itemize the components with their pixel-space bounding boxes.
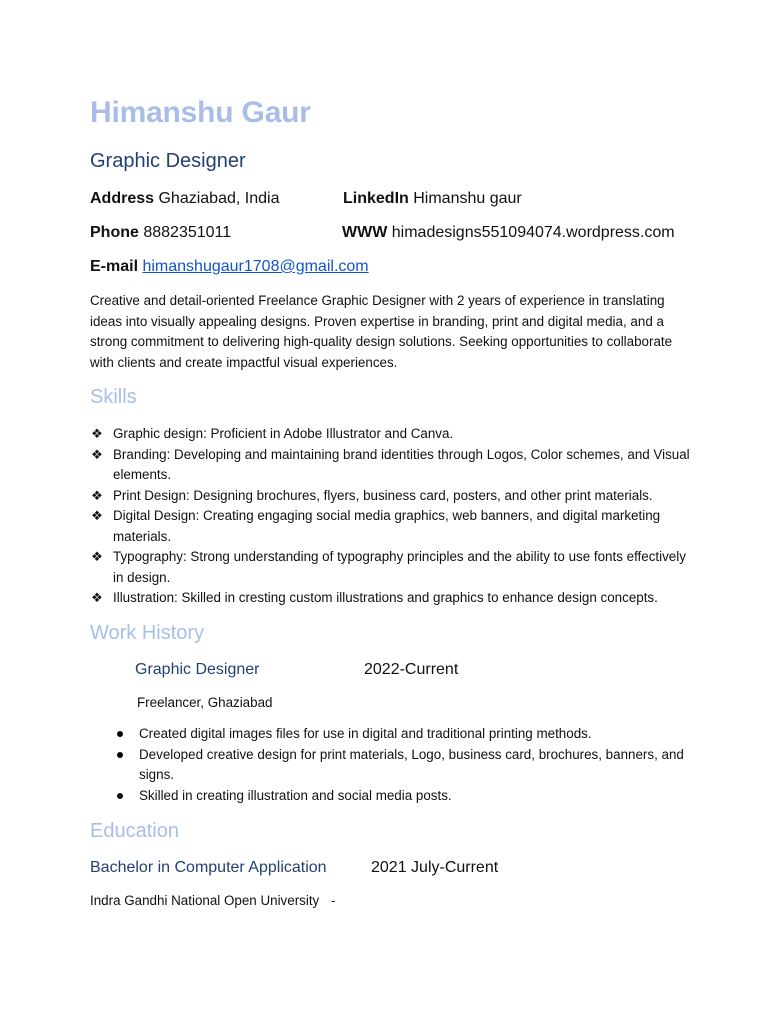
www-label: WWW (342, 224, 388, 241)
phone-value: 8882351011 (143, 224, 232, 241)
skill-text: Typography: Strong understanding of typography principles and the ability to use fonts effectively in design. (113, 549, 686, 585)
diamond-bullet-icon: ❖ (91, 549, 103, 564)
duty-item (115, 745, 695, 786)
email-link[interactable]: himanshugaur1708@gmail.com (142, 258, 369, 275)
skill-item (90, 547, 690, 588)
skill-item (90, 445, 690, 486)
diamond-bullet-icon: ❖ (91, 487, 103, 503)
school-name: Indra Gandhi National Open University (90, 893, 320, 908)
linkedin-label: LinkedIn (343, 190, 409, 207)
diamond-bullet-icon: ❖ (91, 508, 103, 523)
round-bullet-icon (117, 793, 123, 799)
email-line (90, 258, 369, 276)
skill-item (90, 506, 690, 547)
resume-name: Himanshu Gaur (90, 96, 311, 129)
skill-text: Print Design: Designing brochures, flyers, business card, posters, and other print materials. (113, 487, 653, 503)
work-duties-list (115, 724, 695, 806)
diamond-bullet-icon: ❖ (91, 446, 103, 462)
round-bullet-icon (117, 731, 123, 737)
skill-text: Branding: Developing and maintaining brand identities through Logos, Color schemes, and Visual elements. (113, 446, 690, 482)
skill-text: Graphic design: Proficient in Adobe Illustrator and Canva. (113, 426, 454, 441)
phone-line (90, 224, 231, 242)
linkedin-value: Himanshu gaur (413, 190, 522, 207)
school-line (90, 893, 335, 908)
resume-title: Graphic Designer (90, 150, 246, 172)
skill-item (90, 486, 690, 507)
www-value: himadesigns551094074.wordpress.com (391, 224, 675, 241)
www-line (342, 224, 675, 242)
school-separator: - (330, 893, 336, 908)
address-value: Ghaziabad, India (158, 190, 280, 207)
skills-list (90, 424, 690, 609)
duty-text: Skilled in creating illustration and social media posts. (139, 787, 452, 803)
email-label: E-mail (90, 258, 139, 275)
job-title: Graphic Designer (135, 661, 260, 678)
job-dates: 2022-Current (364, 661, 459, 678)
skill-item (90, 588, 690, 609)
duty-text: Created digital images files for use in digital and traditional printing methods. (139, 726, 592, 741)
skill-text: Illustration: Skilled in cresting custom illustrations and graphics to enhance design concepts. (113, 590, 658, 605)
skill-item (90, 424, 690, 445)
linkedin-line (343, 190, 522, 208)
education-heading: Education (90, 820, 179, 842)
address-line (90, 190, 279, 208)
job-company: Freelancer, Ghaziabad (137, 695, 273, 710)
skills-heading: Skills (90, 386, 137, 408)
duty-text: Developed creative design for print materials, Logo, business card, brochures, banners, and signs. (139, 746, 684, 782)
profile-summary: Creative and detail-oriented Freelance Graphic Designer with 2 years of experience in translating ideas into visually appealing designs. Proven expertise in branding, print and digital media, and a strong commitment to delivering high-quality design solutions. Seeking opportunities to collaborate with clients and create impactful visual experiences. (90, 293, 673, 370)
diamond-bullet-icon: ❖ (91, 590, 103, 605)
degree-title: Bachelor in Computer Application (90, 859, 327, 876)
round-bullet-icon (117, 752, 123, 758)
address-label: Address (90, 190, 155, 207)
duty-item (115, 724, 695, 745)
skill-text: Digital Design: Creating engaging social media graphics, web banners, and digital marketing materials. (113, 508, 661, 544)
diamond-bullet-icon: ❖ (91, 426, 103, 441)
work-history-heading: Work History (90, 622, 205, 644)
duty-item (115, 786, 695, 807)
degree-dates: 2021 July-Current (371, 859, 499, 876)
phone-label: Phone (90, 224, 139, 241)
